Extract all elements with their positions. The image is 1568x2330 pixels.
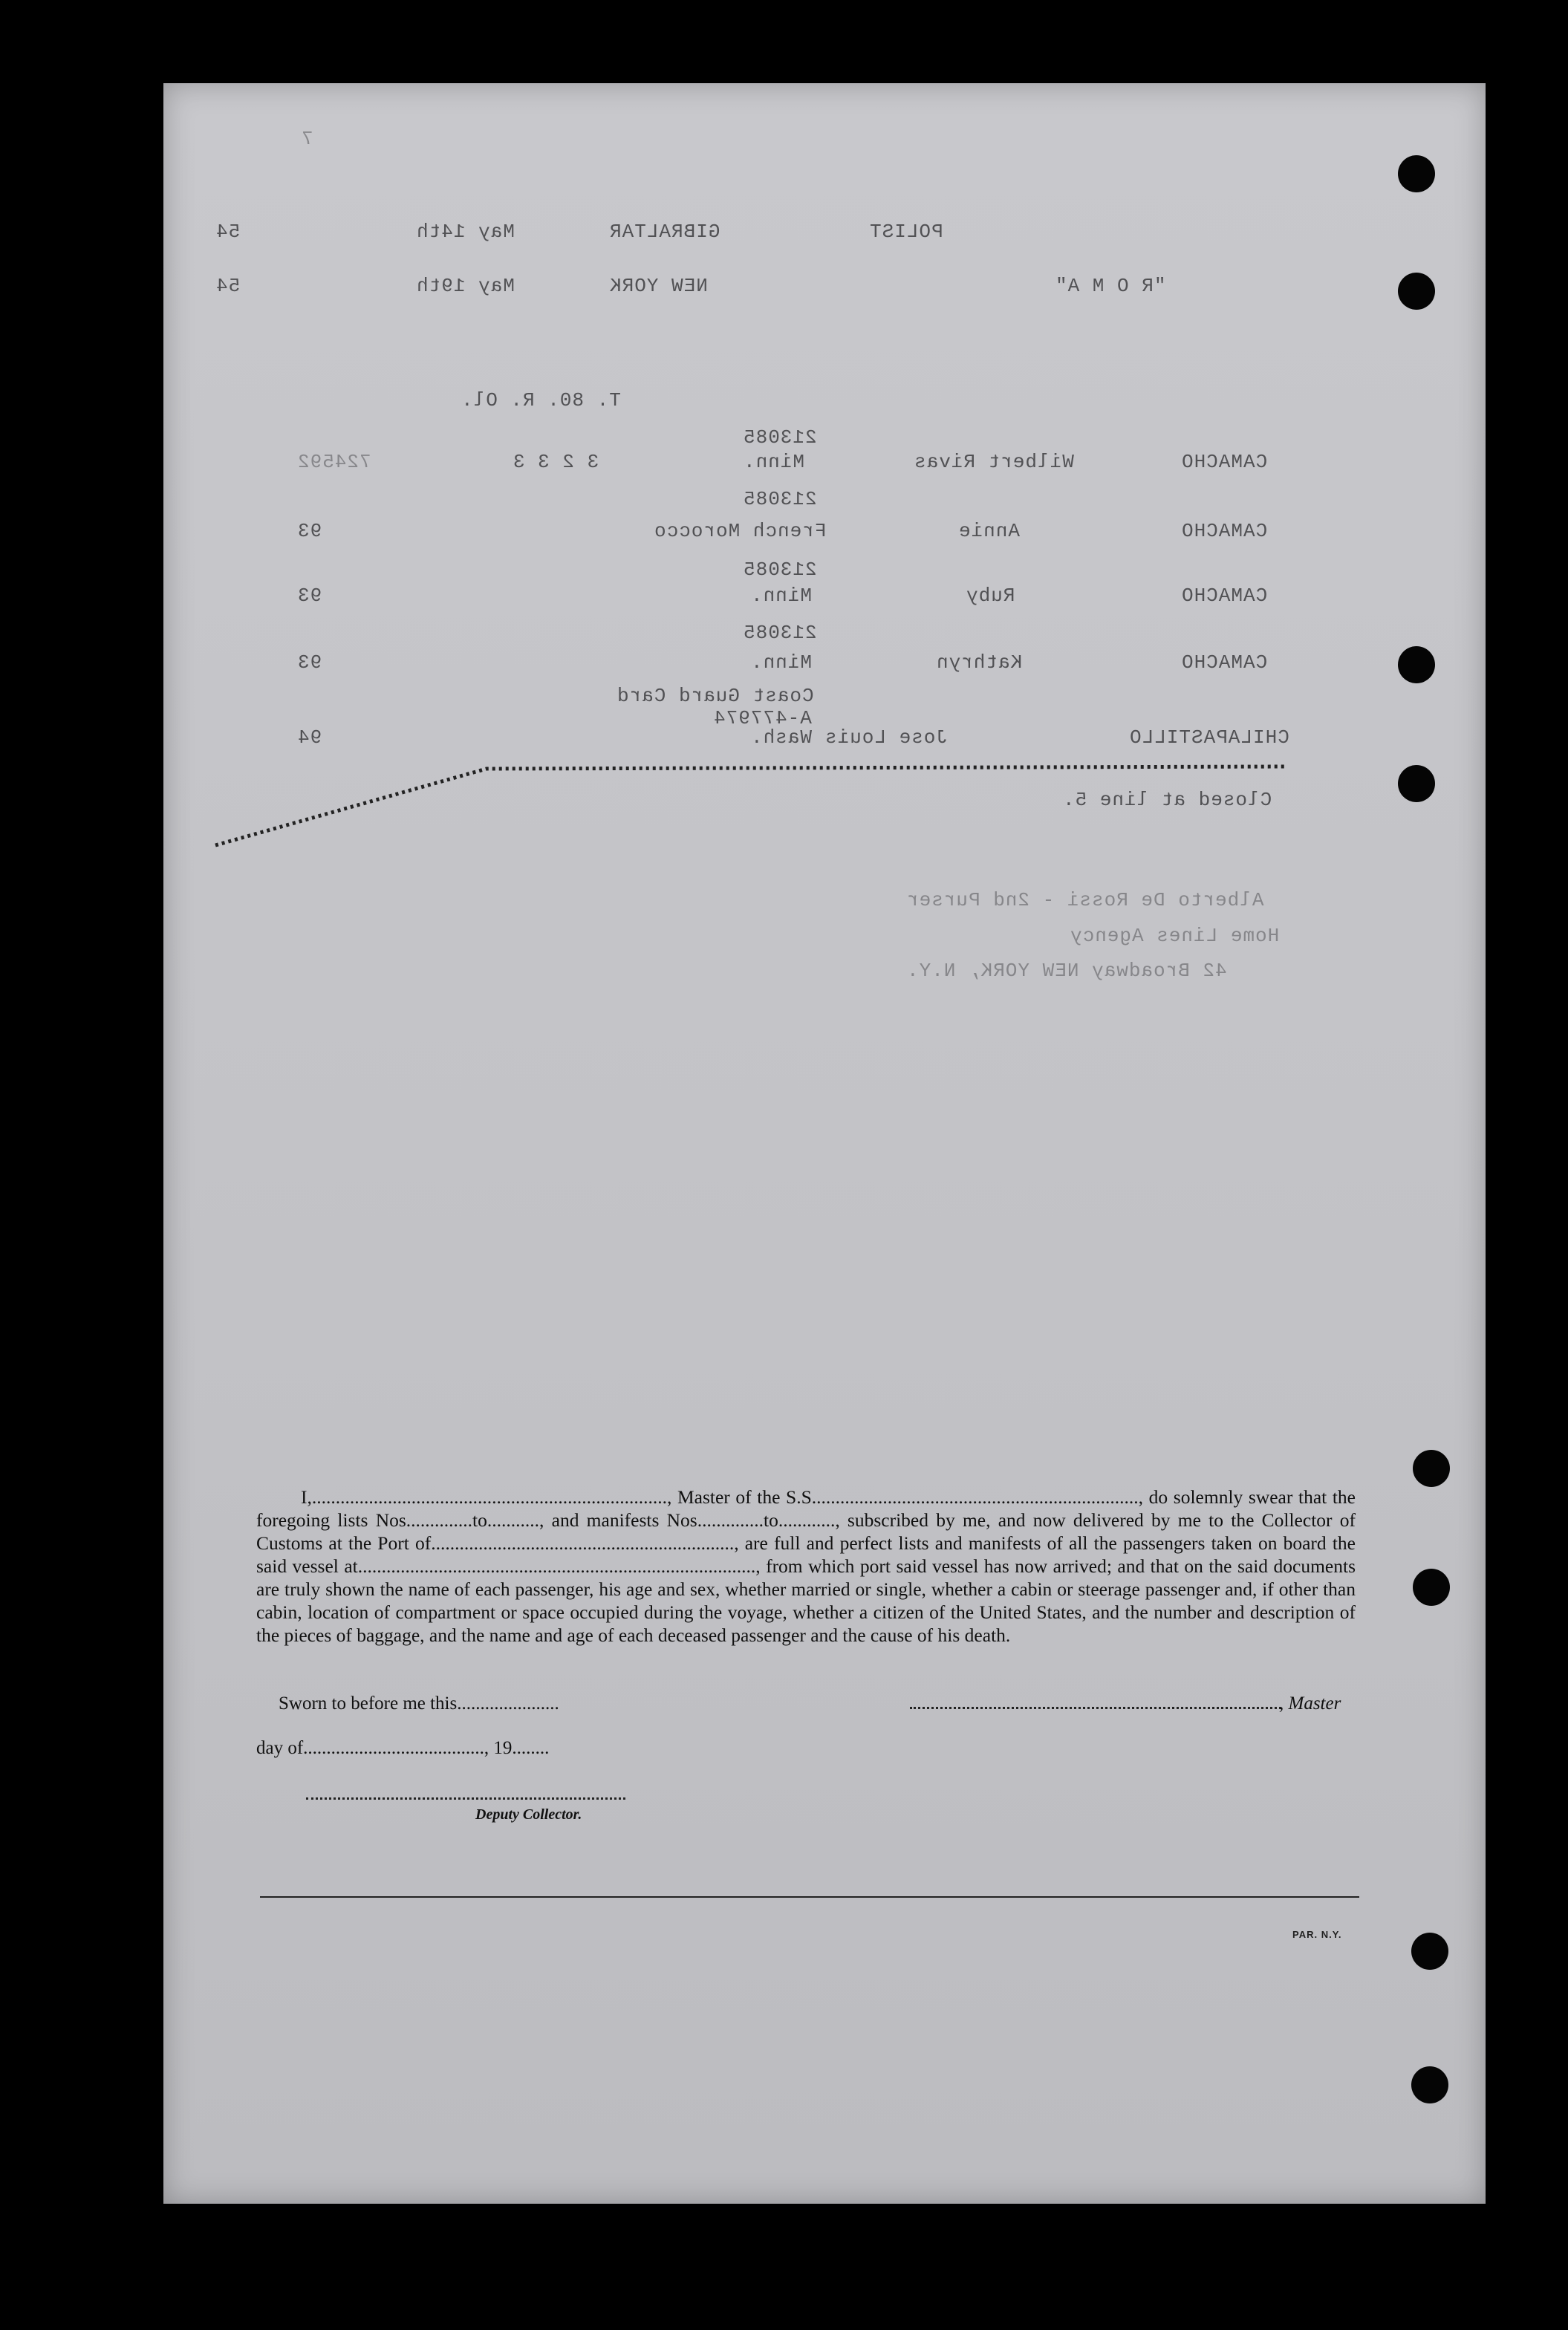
entry-3-given: Ruby (966, 585, 1015, 607)
agency-line-1: Alberto De Rossi - 2nd Purser (906, 889, 1264, 911)
entry-1-num: 724592 (297, 451, 371, 473)
entry-4-ticket: 213085 (743, 622, 817, 644)
entry-3-ticket: 213085 (743, 559, 817, 581)
entry-3-surname: CAMACHO (1181, 585, 1268, 607)
column-codes: T. 80. R. Ol. (461, 389, 621, 411)
closed-at-line: Closed at line 5. (1062, 789, 1272, 811)
sworn-line: Sworn to before me this...................... (279, 1693, 559, 1714)
entry-2-class: French Morocco (654, 520, 827, 542)
printer-mark: PAR. N.Y. (1292, 1929, 1342, 1940)
entry-1-surname: CAMACHO (1181, 451, 1268, 473)
entry-3-class: Minn. (750, 585, 813, 607)
entry-4-num: 93 (297, 651, 322, 674)
entry-5-class: Coast Guard Card (617, 685, 814, 707)
entry-5-extra: Wash. (750, 726, 813, 749)
entry-2-given: Annie (958, 520, 1021, 542)
header-row-1-ship: POLIST (869, 221, 943, 243)
header-row-2-date: May 19th (416, 275, 515, 297)
entry-5-given: Jose Louis (824, 726, 949, 749)
deputy-collector-label: Deputy Collector. (475, 1806, 582, 1823)
entry-1-ticket: 213085 (743, 426, 817, 449)
footer-rule (260, 1896, 1359, 1898)
header-row-2-num: 54 (215, 275, 241, 297)
header-row-1-date: May 14th (416, 221, 515, 243)
header-row-2-port: NEW YORK (609, 275, 708, 297)
entry-2-surname: CAMACHO (1181, 520, 1268, 542)
entry-1-class: Minn. (743, 451, 805, 473)
header-row-1-num: 54 (215, 221, 241, 243)
entry-3-num: 93 (297, 585, 322, 607)
entry-4-class: Minn. (750, 651, 813, 674)
entry-2-num: 93 (297, 520, 322, 542)
header-row-1-port: GIBRALTAR (609, 221, 720, 243)
header-misc: 7 (301, 128, 313, 150)
day-of-line: day of......................................., 19........ (256, 1738, 550, 1758)
oath-paragraph: I,..........................................................................., Master of the S.S....................................................................., do solemnly swear that the foregoing lists Nos..............to..........., and manifests Nos..............to............, subscribed by me, and now delivered by me to the Collector of Customs at the Port of................................................................, are full and perfect lists and manifests of all the passengers taken on board the said vessel at...................................................................................., from which port said vessel has now arrived; and that on the said documents are truly shown the name of each passenger, his age and sex, whether married or single, whether a cabin or steerage passenger and, if other than cabin, location of compartment or space occupied during the voyage, whether a citizen of the United States, and the number and description of the pieces of baggage, and the name and age of each deceased passenger and the cause of his death. (256, 1486, 1356, 1646)
entry-1-given: Wilbert Rivas (914, 451, 1074, 473)
entry-5-ticket: A-477974 (713, 707, 812, 729)
agency-line-2: Home Lines Agency (1070, 925, 1280, 947)
entry-5-num: 94 (297, 726, 322, 749)
entry-4-given: Kathryn (936, 651, 1023, 674)
header-row-2-ship: "R O M A" (1055, 275, 1166, 297)
master-signature-line (910, 1707, 1281, 1709)
master-oath (256, 1485, 1356, 1647)
entry-4-surname: CAMACHO (1181, 651, 1268, 674)
entry-5-surname: CHILAPASTILLO (1129, 726, 1289, 749)
agency-line-3: 42 Broadway NEW YORK, N.Y. (906, 960, 1227, 982)
entry-2-ticket: 213085 (743, 488, 817, 510)
entry-1-extra: 3 2 3 3 (513, 451, 599, 473)
deputy-signature-line (306, 1797, 625, 1800)
master-label: , Master (1279, 1693, 1341, 1714)
